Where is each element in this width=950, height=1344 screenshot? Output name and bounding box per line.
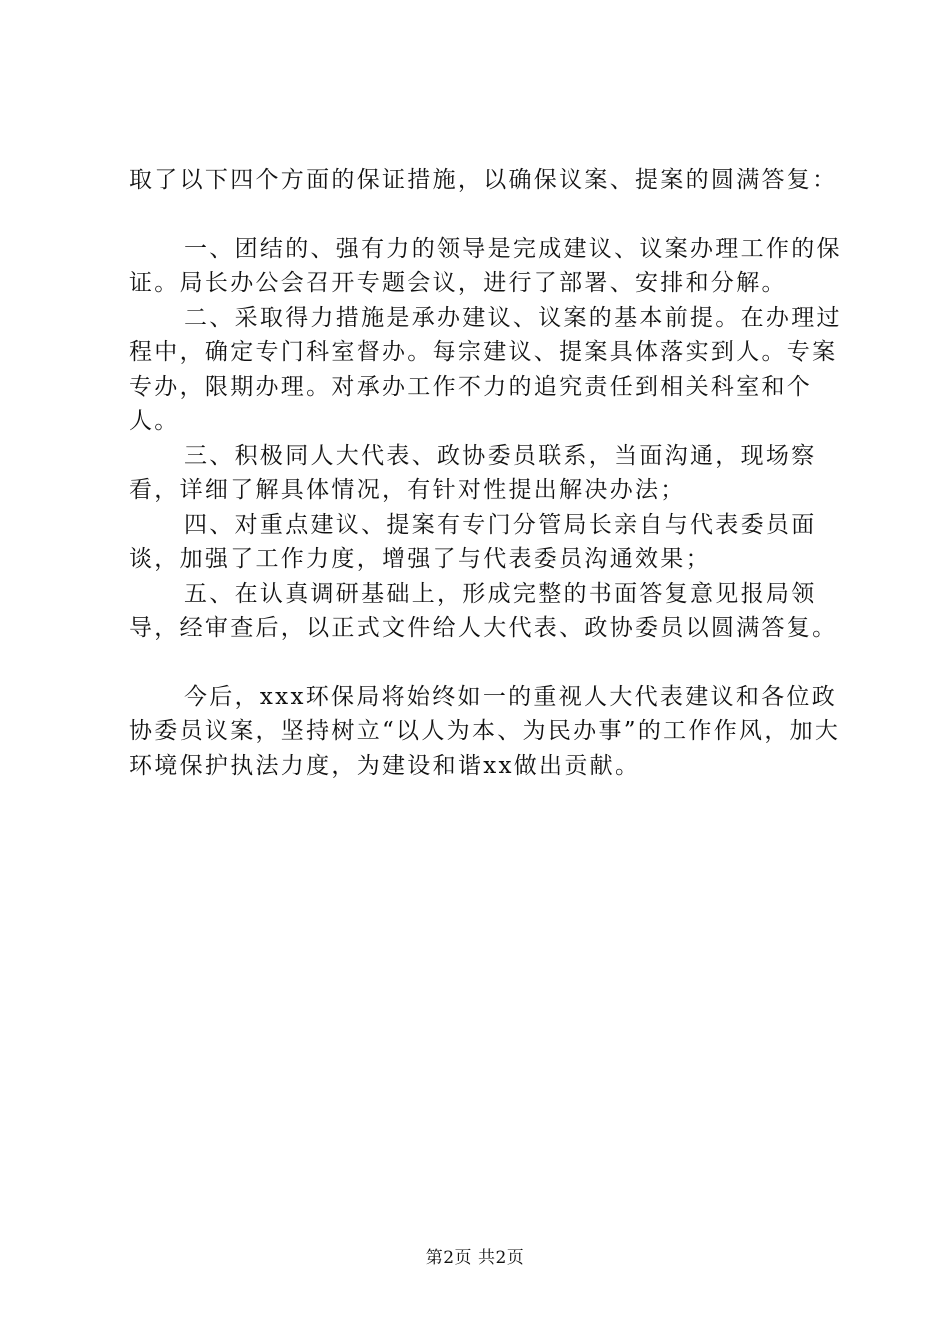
document-body — [129, 163, 849, 783]
paragraph-intro: 取了以下四个方面的保证措施，以确保议案、提案的圆满答复： — [129, 167, 838, 193]
paragraph-measure-4: 四、对重点建议、提案有专门分管局长亲自与代表委员面谈，加强了工作力度，增强了与代表委员沟通效果； — [129, 511, 817, 572]
paragraph-measure-1: 一、团结的、强有力的领导是完成建议、议案办理工作的保证。局长办公会召开专题会议，进行了部署、安排和分解。 — [129, 235, 842, 296]
paragraph-spacer — [129, 198, 849, 232]
paragraph-measure-2: 二、采取得力措施是承办建议、议案的基本前提。在办理过程中，确定专门科室督办。每宗建议、提案具体落实到人。专案专办，限期办理。对承办工作不力的追究责任到相关科室和个人。 — [129, 304, 842, 434]
paragraph-spacer — [129, 646, 849, 680]
page-footer: 第2页 共2页 — [425, 1248, 525, 1268]
paragraph-measure-3: 三、积极同人大代表、政协委员联系，当面沟通，现场察看，详细了解具体情况，有针对性提出解决办法； — [129, 442, 817, 503]
paragraph-conclusion: 今后，xxx环保局将始终如一的重视人大代表建议和各位政协委员议案，坚持树立“以人为本、为民办事”的工作作风，加大环境保护执法力度，为建设和谐xx做出贡献。 — [129, 683, 841, 779]
paragraph-measure-5: 五、在认真调研基础上，形成完整的书面答复意见报局领导，经审查后，以正式文件给人大代表、政协委员以圆满答复。 — [129, 580, 838, 641]
